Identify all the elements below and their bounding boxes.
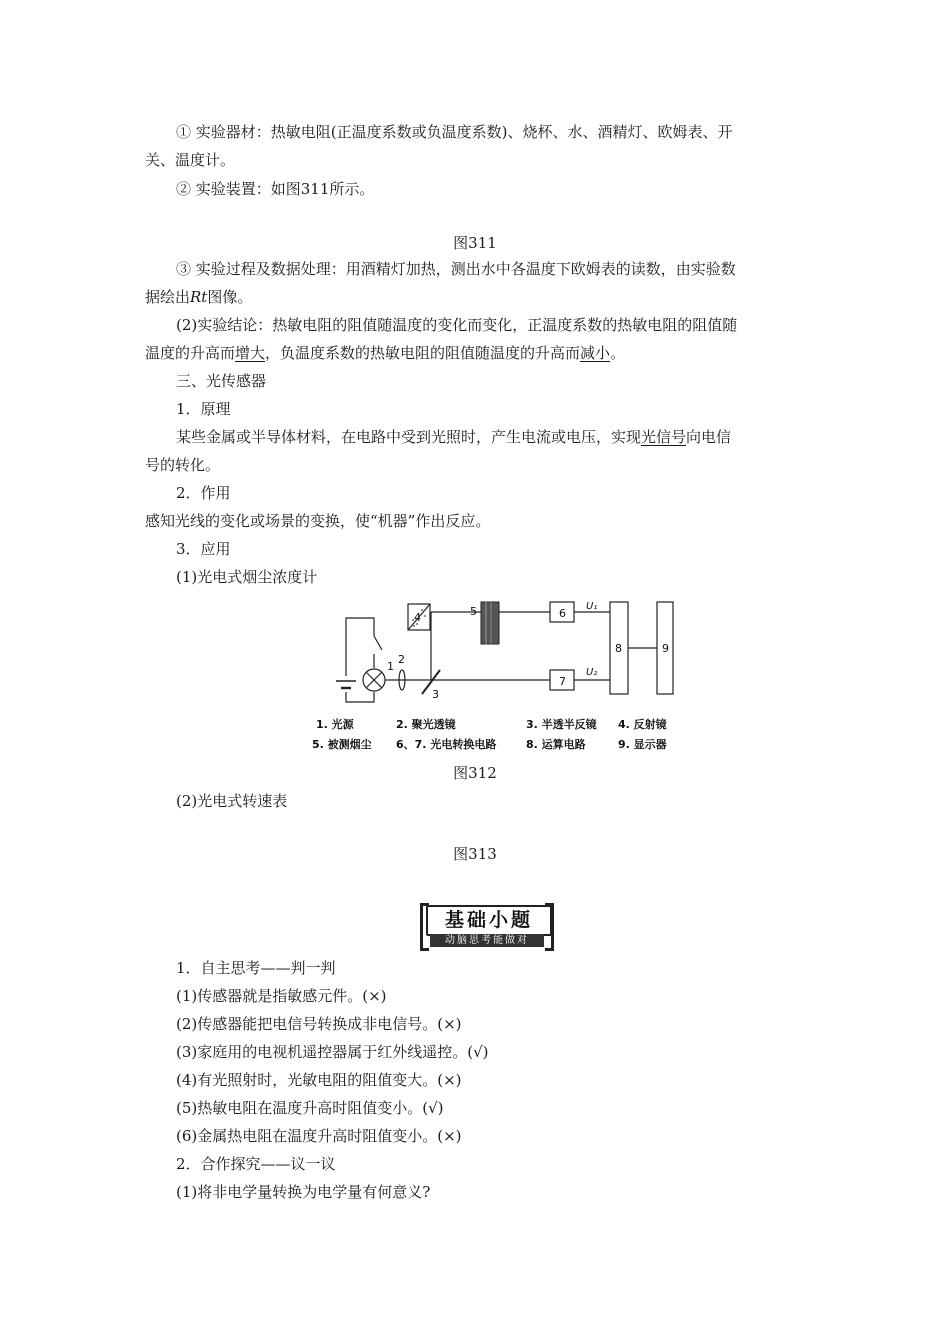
- q1-heading: 1．自主思考——判一判: [176, 959, 336, 977]
- smoke-cylinder-icon: [481, 602, 499, 644]
- circuit-wire-bottom: [346, 692, 374, 702]
- principle-line-2: 号的转化。: [145, 456, 221, 474]
- q2-heading: 2．合作探究——议一议: [176, 1155, 336, 1173]
- legend-item: 2. 聚光透镜: [396, 718, 456, 731]
- fig311-caption: 图311: [453, 234, 497, 252]
- q1-item: (4)有光照射时，光敏电阻的阻值变大。(×): [176, 1071, 462, 1089]
- fig313-caption: 图313: [453, 845, 497, 863]
- underlined-answer-light-signal: 光信号: [641, 428, 687, 446]
- process-text-a: 据绘出: [145, 288, 191, 306]
- q2-item: (1)将非电学量转换为电学量有何意义?: [176, 1183, 431, 1201]
- q1-item: (5)热敏电阻在温度升高时阻值变小。(√): [176, 1099, 444, 1117]
- section-heading-light-sensor: 三、光传感器: [176, 372, 267, 390]
- function-heading: 2．作用: [176, 484, 231, 502]
- circuit-wire-top: [346, 618, 374, 676]
- label-5: 5: [470, 605, 477, 618]
- legend-item: 4. 反射镜: [618, 718, 667, 731]
- legend-item: 1. 光源: [316, 718, 354, 731]
- underlined-answer-increase: 增大: [235, 344, 266, 362]
- label-9: 9: [662, 642, 669, 655]
- process-italic: Rt: [190, 288, 208, 306]
- q1-item: (6)金属热电阻在温度升高时阻值变小。(×): [176, 1127, 462, 1145]
- q1-item: (2)传感器能把电信号转换成非电信号。(×): [176, 1015, 462, 1033]
- label-2: 2: [398, 653, 405, 666]
- label-1: 1: [387, 660, 394, 673]
- legend-item: 5. 被测烟尘: [312, 738, 372, 751]
- function-text: 感知光线的变化或场景的变换，使“机器”作出反应。: [145, 512, 491, 530]
- legend-item: 3. 半透半反镜: [526, 718, 597, 731]
- label-u2: U₂: [586, 667, 598, 678]
- equipment-line-2: 关、温度计。: [145, 151, 236, 169]
- q1-item: (3)家庭用的电视机遥控器属于红外线遥控。(√): [176, 1043, 489, 1061]
- switch-icon: [374, 636, 382, 650]
- process-line-1: ③ 实验过程及数据处理：用酒精灯加热，测出水中各温度下欧姆表的读数，由实验数: [176, 260, 736, 278]
- badge-subtitle: 动脑思考能做对: [430, 934, 544, 947]
- conclusion-text-a: 温度的升高而: [145, 344, 236, 362]
- principle-text-a: 某些金属或半导体材料，在电路中受到光照时，产生电流或电压，实现: [176, 428, 642, 446]
- application-heading: 3．应用: [176, 540, 231, 558]
- conclusion-text-b: ，负温度系数的热敏电阻的阻值随温度的升高而: [265, 344, 581, 362]
- principle-text-b: 向电信: [686, 428, 732, 446]
- principle-line-1: [176, 427, 810, 447]
- legend-item: 9. 显示器: [618, 738, 667, 751]
- equipment-line-1: ① 实验器材：热敏电阻(正温度系数或负温度系数)、烧杯、水、酒精灯、欧姆表、开: [176, 123, 733, 141]
- underlined-answer-decrease: 减小: [580, 344, 611, 362]
- process-text-b: 图像。: [207, 288, 253, 306]
- label-7: 7: [559, 675, 566, 688]
- application-2: (2)光电式转速表: [176, 792, 288, 810]
- label-4: 4: [414, 611, 421, 624]
- principle-heading: 1．原理: [176, 400, 231, 418]
- section-badge: [420, 903, 554, 947]
- q1-item: (1)传感器就是指敏感元件。(×): [176, 987, 387, 1005]
- label-6: 6: [559, 607, 566, 620]
- legend-item: 8. 运算电路: [526, 738, 586, 751]
- label-8: 8: [615, 642, 622, 655]
- label-3: 3: [432, 688, 439, 701]
- application-1: (1)光电式烟尘浓度计: [176, 568, 318, 586]
- process-line-2: [145, 287, 810, 307]
- badge-title: 基础小题: [426, 905, 552, 936]
- conclusion-line-2: [145, 343, 810, 363]
- fig312-diagram: [310, 598, 686, 756]
- setup-line: ② 实验装置：如图311所示。: [176, 180, 375, 198]
- fig312-caption: 图312: [453, 764, 497, 782]
- conclusion-line-1: (2)实验结论：热敏电阻的阻值随温度的变化而变化，正温度系数的热敏电阻的阻值随: [176, 316, 738, 334]
- legend-item: 6、7. 光电转换电路: [396, 738, 497, 751]
- label-u1: U₁: [586, 601, 598, 612]
- fig312-legend: [312, 717, 667, 751]
- conclusion-text-c: 。: [610, 344, 626, 362]
